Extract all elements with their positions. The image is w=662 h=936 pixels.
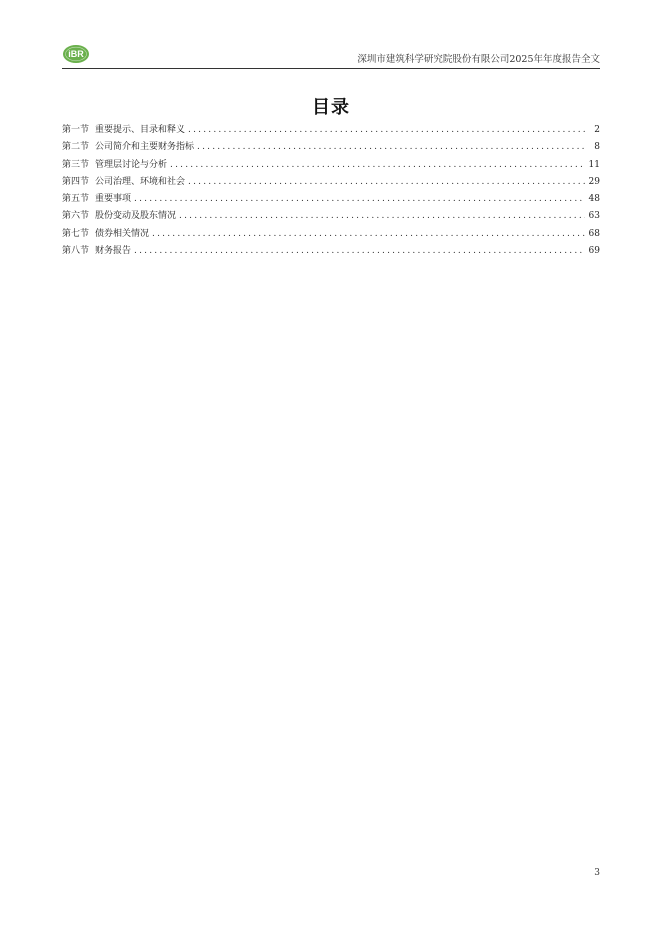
toc-page-number: 48 (588, 194, 600, 205)
toc-entry[interactable] (62, 174, 600, 191)
page-header (62, 42, 600, 69)
toc-page-number: 2 (594, 125, 600, 135)
toc-leader-dots (188, 177, 585, 187)
toc-section-number: 第六节 (62, 211, 90, 222)
toc-entry[interactable] (62, 226, 600, 243)
toc-section-number: 第三节 (62, 159, 90, 170)
toc-leader-dots (134, 246, 585, 256)
report-title: 深圳市建筑科学研究院股份有限公司2025年年度报告全文 (357, 54, 600, 65)
toc-leader-dots (152, 229, 585, 239)
toc-section-number: 第四节 (62, 176, 90, 187)
toc-entry[interactable] (62, 208, 600, 225)
toc-section-title: 重要提示、目录和释义 (95, 125, 186, 135)
toc-leader-dots (197, 142, 585, 152)
toc-entry[interactable] (62, 157, 600, 174)
toc-heading: 目录 (312, 97, 350, 118)
toc-entry[interactable] (62, 191, 600, 208)
toc-entry[interactable] (62, 243, 600, 260)
toc-entry[interactable] (62, 139, 600, 156)
toc-leader-dots (134, 194, 585, 204)
toc-entry[interactable] (62, 122, 600, 139)
table-of-contents (62, 122, 600, 260)
toc-page-number: 63 (588, 211, 600, 222)
toc-page-number: 11 (588, 159, 600, 170)
page-number: 3 (594, 868, 600, 878)
toc-section-title: 公司治理、环境和社会 (95, 176, 186, 187)
toc-leader-dots (188, 125, 585, 135)
toc-section-title: 债券相关情况 (95, 228, 150, 239)
toc-page-number: 29 (588, 176, 600, 187)
toc-section-title: 公司简介和主要财务指标 (95, 142, 195, 153)
ibr-logo (62, 44, 90, 64)
toc-section-number: 第七节 (62, 228, 90, 239)
toc-page-number: 68 (588, 228, 600, 239)
toc-leader-dots (170, 160, 585, 170)
toc-section-title: 重要事项 (95, 194, 132, 205)
svg-text:iBR: iBR (68, 49, 84, 60)
toc-section-number: 第五节 (62, 194, 90, 205)
toc-leader-dots (179, 211, 585, 221)
toc-section-number: 第一节 (62, 125, 90, 135)
toc-section-title: 股份变动及股东情况 (95, 211, 177, 222)
toc-page-number: 69 (588, 246, 600, 257)
toc-section-number: 第二节 (62, 142, 90, 153)
toc-section-title: 管理层讨论与分析 (95, 159, 168, 170)
toc-section-number: 第八节 (62, 246, 90, 257)
toc-page-number: 8 (594, 142, 600, 153)
toc-section-title: 财务报告 (95, 246, 132, 257)
